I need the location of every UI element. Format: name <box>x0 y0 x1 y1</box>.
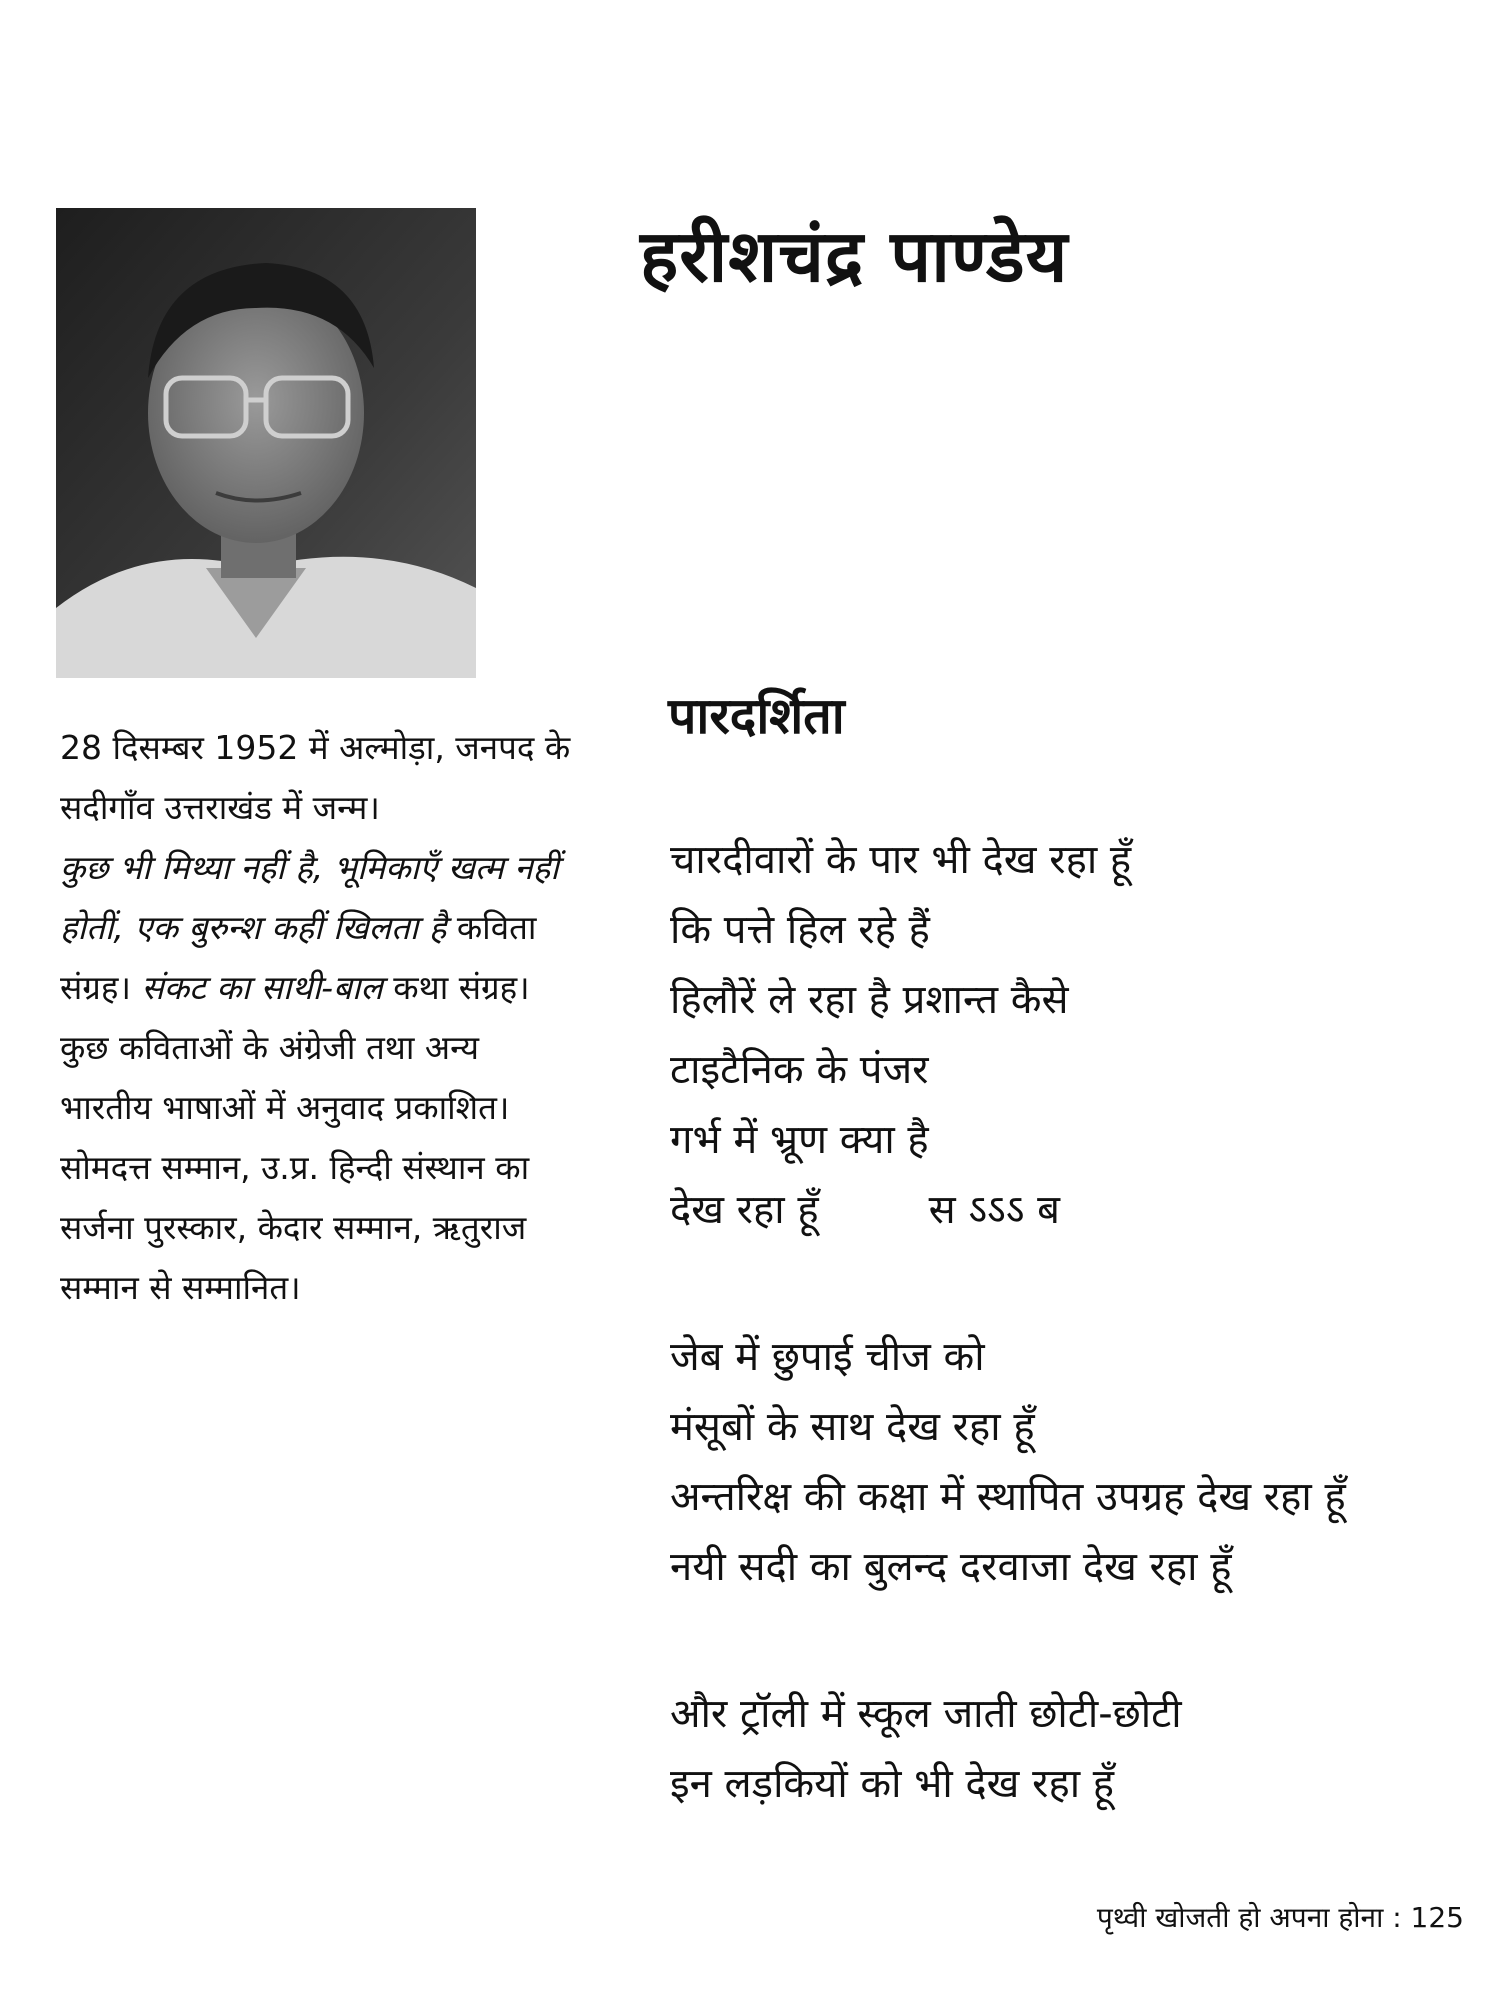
poem-line-part: देख रहा हूँ <box>670 1187 819 1233</box>
poem-line <box>670 1175 1500 1245</box>
author-portrait-image <box>56 208 476 678</box>
poem-line: टाइटैनिक के पंजर <box>670 1047 929 1093</box>
poem-line: चारदीवारों के पार भी देख रहा हूँ <box>670 837 1132 883</box>
poem-line: गर्भ में भ्रूण क्या है <box>670 1117 929 1163</box>
bio-translation: कुछ कविताओं के अंग्रेजी तथा अन्य भारतीय भाषाओं में अनुवाद प्रकाशित। <box>60 1028 510 1127</box>
author-photo <box>56 208 476 678</box>
poem-line: हिलौरें ले रहा है प्रशान्त कैसे <box>670 977 1069 1023</box>
poem-line: कि पत्ते हिल रहे हैं <box>670 907 930 953</box>
poem-stanza-1 <box>670 825 1500 1245</box>
bio-birth: 28 दिसम्बर 1952 में अल्मोड़ा, जनपद के सदीगाँव उत्तराखंड में जन्म। <box>60 728 571 827</box>
poem-line: अन्तरिक्ष की कक्षा में स्थापित उपग्रह देख रहा हूँ <box>670 1474 1346 1520</box>
page-footer: पृथ्वी खोजती हो अपना होना : 125 <box>1096 1901 1464 1934</box>
poem-stanza-2 <box>670 1322 1500 1602</box>
bio-book2-suffix: कथा संग्रह। <box>382 968 530 1007</box>
poem-stanza-3 <box>670 1679 1500 1819</box>
bio-works <box>60 838 580 1138</box>
poem-title: पारदर्शिता <box>668 687 845 745</box>
bio-book1-title: कुछ भी मिथ्या नहीं है, भूमिकाएँ खत्म नहीं होतीं, एक बुरुन्श कहीं खिलता है <box>60 848 559 947</box>
poem-line: इन लड़कियों को भी देख रहा हूँ <box>670 1761 1115 1807</box>
bio-awards: सोमदत्त सम्मान, उ.प्र. हिन्दी संस्थान का सर्जना पुरस्कार, केदार सम्मान, ऋतुराज सम्मान से सम्मानित। <box>60 1148 530 1307</box>
bio-book1-suffix: कविता संग्रह। <box>60 908 537 1007</box>
poem-line: और ट्रॉली में स्कूल जाती छोटी-छोटी <box>670 1691 1182 1737</box>
poem-line: नयी सदी का बुलन्द दरवाजा देख रहा हूँ <box>670 1544 1232 1590</box>
author-bio <box>60 718 580 1318</box>
author-name: हरीशचंद्र पाण्डेय <box>640 214 1069 298</box>
poem-line: जेब में छुपाई चीज को <box>670 1334 985 1380</box>
poem-body <box>670 825 1500 1896</box>
poem-line-part: स ऽऽऽ ब <box>928 1187 1060 1233</box>
bio-book2-title: संकट का साथी-बाल <box>141 968 383 1007</box>
poem-line: मंसूबों के साथ देख रहा हूँ <box>670 1404 1035 1450</box>
